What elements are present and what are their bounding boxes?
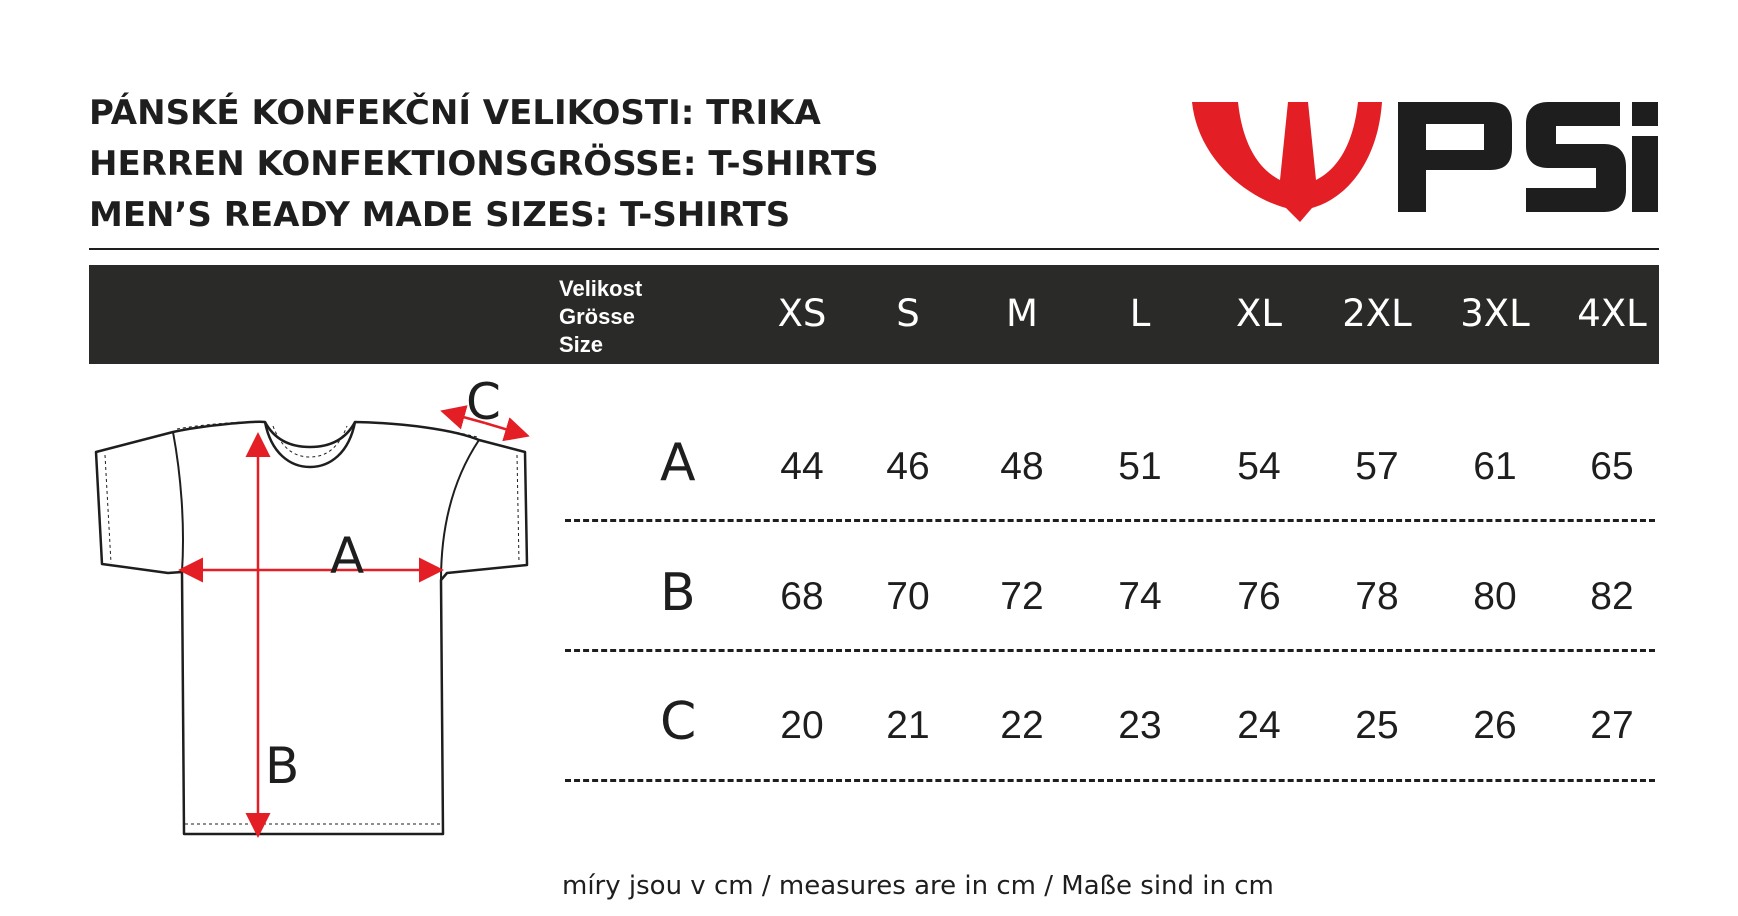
top-rule	[89, 248, 1659, 250]
size-label-de: Grösse	[559, 304, 635, 329]
cell-c-xs: 20	[780, 704, 824, 747]
cell-c-s: 21	[886, 704, 930, 747]
cell-a-4xl: 65	[1590, 445, 1634, 488]
cell-a-s: 46	[886, 445, 930, 488]
size-label-en: Size	[559, 332, 604, 357]
row-divider	[565, 649, 1655, 652]
cell-a-xs: 44	[780, 445, 824, 488]
cell-b-2xl: 78	[1355, 575, 1399, 618]
cell-b-m: 72	[1000, 575, 1044, 618]
cell-b-xs: 68	[780, 575, 824, 618]
tshirt-body	[96, 422, 527, 834]
title-block	[89, 88, 879, 241]
cell-c-l: 23	[1118, 704, 1162, 747]
cell-a-xl: 54	[1237, 445, 1281, 488]
cell-b-s: 70	[886, 575, 930, 618]
cell-c-m: 22	[1000, 704, 1044, 747]
row-divider	[565, 779, 1655, 782]
title-czech: PÁNSKÉ KONFEKČNÍ VELIKOSTI: TRIKA	[89, 93, 821, 133]
logo-letter-s	[1526, 102, 1626, 212]
psi-logo-icon	[1190, 100, 1660, 225]
diagram-label-b: B	[265, 737, 300, 795]
cell-c-3xl: 26	[1473, 704, 1517, 747]
cell-c-2xl: 25	[1355, 704, 1399, 747]
cell-a-3xl: 61	[1473, 445, 1517, 488]
cell-a-2xl: 57	[1355, 445, 1399, 488]
cell-b-4xl: 82	[1590, 575, 1634, 618]
row-label-b: B	[660, 563, 696, 623]
size-header-m: M	[1006, 292, 1038, 335]
size-header-2xl: 2XL	[1342, 292, 1412, 335]
logo-letter-i-dot	[1632, 102, 1658, 126]
cell-a-l: 51	[1118, 445, 1162, 488]
size-header-label	[559, 275, 642, 359]
cell-b-l: 74	[1118, 575, 1162, 618]
title-german: HERREN KONFEKTIONSGRÖSSE: T-SHIRTS	[89, 144, 879, 184]
cell-a-m: 48	[1000, 445, 1044, 488]
row-label-a: A	[660, 433, 696, 493]
cell-b-3xl: 80	[1473, 575, 1517, 618]
cell-c-4xl: 27	[1590, 704, 1634, 747]
size-header-xs: XS	[777, 292, 827, 335]
cell-b-xl: 76	[1237, 575, 1281, 618]
title-english: MEN’S READY MADE SIZES: T-SHIRTS	[89, 195, 791, 235]
diagram-label-a: A	[330, 527, 365, 585]
cell-c-xl: 24	[1237, 704, 1281, 747]
row-label-c: C	[660, 692, 697, 752]
size-header-xl: XL	[1236, 292, 1282, 335]
tshirt-outline-icon	[85, 375, 545, 845]
size-header-s: S	[896, 292, 920, 335]
size-label-cz: Velikost	[559, 276, 643, 301]
diagram-label-c: C	[466, 373, 501, 431]
logo-emblem	[1192, 102, 1382, 222]
units-note: míry jsou v cm / measures are in cm / Maße sind in cm	[562, 871, 1274, 901]
size-header-3xl: 3XL	[1460, 292, 1530, 335]
size-header-4xl: 4XL	[1577, 292, 1647, 335]
size-header-l: L	[1129, 292, 1151, 335]
logo-letter-i	[1632, 136, 1658, 212]
logo-letter-p	[1398, 102, 1512, 212]
row-divider	[565, 519, 1655, 522]
